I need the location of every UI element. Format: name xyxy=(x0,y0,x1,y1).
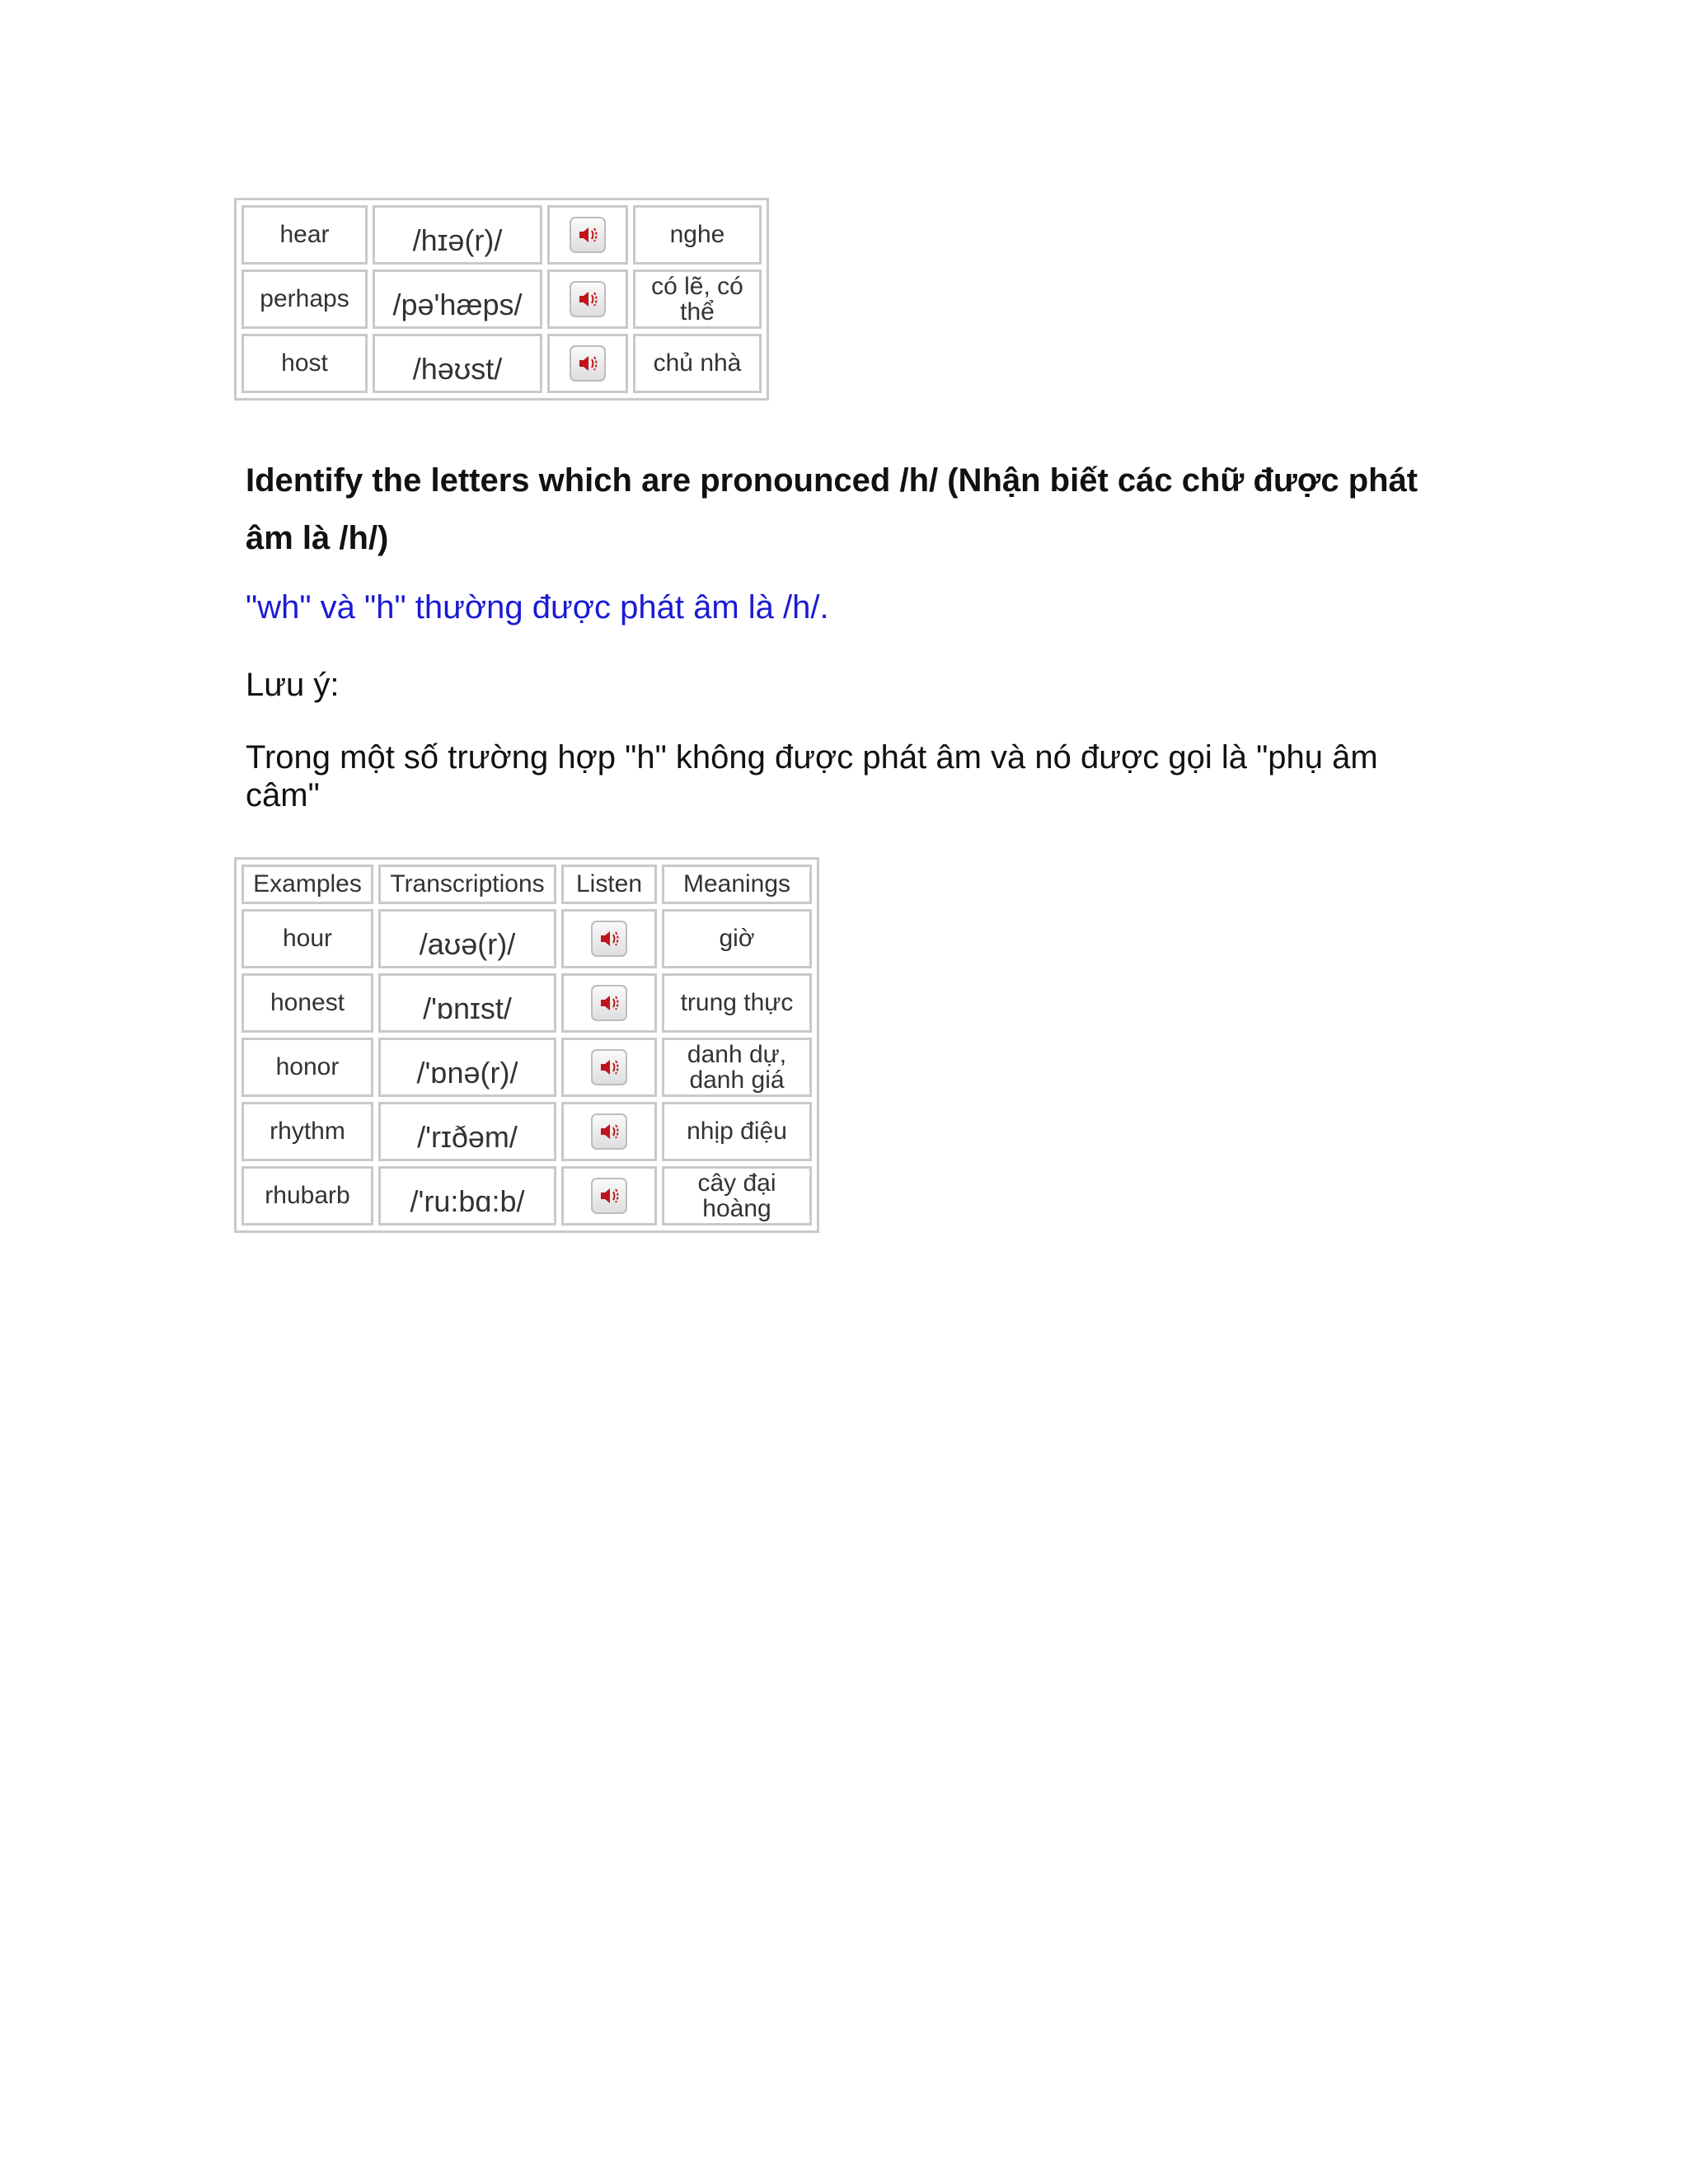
listen-cell xyxy=(547,269,628,329)
note-label: Lưu ý: xyxy=(246,667,340,703)
section-heading: Identify the letters which are pronounced /h/ (Nhận biết các chữ được phát âm là /h/) xyxy=(246,462,1418,556)
example-word: host xyxy=(241,334,368,393)
example-word: honest xyxy=(241,973,373,1033)
listen-cell xyxy=(547,205,628,265)
table-row xyxy=(241,269,762,329)
meaning: chủ nhà xyxy=(633,334,762,393)
listen-cell xyxy=(561,1038,657,1097)
transcription: /pə'hæps/ xyxy=(373,269,542,329)
example-word: rhubarb xyxy=(241,1166,373,1226)
meaning: cây đại hoàng xyxy=(662,1166,812,1226)
header-examples: Examples xyxy=(241,865,373,904)
table-row xyxy=(241,1166,812,1226)
header-listen: Listen xyxy=(561,865,657,904)
example-word: honor xyxy=(241,1038,373,1097)
table-row xyxy=(241,973,812,1033)
listen-cell xyxy=(547,334,628,393)
listen-button[interactable] xyxy=(591,921,627,957)
listen-cell xyxy=(561,909,657,968)
meaning: danh dự, danh giá xyxy=(662,1038,812,1097)
speaker-icon xyxy=(577,225,600,245)
listen-cell xyxy=(561,1102,657,1161)
listen-button[interactable] xyxy=(591,1178,627,1214)
speaker-icon xyxy=(598,1122,621,1141)
pronunciation-rule: "wh" và "h" thường được phát âm là /h/. xyxy=(246,589,829,626)
table-row xyxy=(241,334,762,393)
speaker-icon xyxy=(598,1057,621,1077)
speaker-icon xyxy=(598,1186,621,1206)
header-transcriptions: Transcriptions xyxy=(378,865,556,904)
listen-button[interactable] xyxy=(570,281,606,317)
meaning: có lẽ, có thể xyxy=(633,269,762,329)
transcription: /həʊst/ xyxy=(373,334,542,393)
example-word: perhaps xyxy=(241,269,368,329)
transcription: /'ɒnɪst/ xyxy=(378,973,556,1033)
header-meanings: Meanings xyxy=(662,865,812,904)
speaker-icon xyxy=(598,993,621,1013)
listen-button[interactable] xyxy=(591,1049,627,1085)
listen-button[interactable] xyxy=(591,985,627,1021)
example-word: hear xyxy=(241,205,368,265)
listen-cell xyxy=(561,1166,657,1226)
listen-cell xyxy=(561,973,657,1033)
transcription: /'rɪðəm/ xyxy=(378,1102,556,1161)
transcription: /'ɒnə(r)/ xyxy=(378,1038,556,1097)
listen-button[interactable] xyxy=(570,345,606,382)
speaker-icon xyxy=(577,289,600,309)
table-header-row xyxy=(241,865,812,904)
vocab-table-silent-h xyxy=(234,857,819,1233)
example-word: rhythm xyxy=(241,1102,373,1161)
meaning: trung thực xyxy=(662,973,812,1033)
vocab-table-top xyxy=(234,198,769,401)
table-row xyxy=(241,1102,812,1161)
meaning: nghe xyxy=(633,205,762,265)
speaker-icon xyxy=(577,354,600,373)
transcription: /'ru:bɑ:b/ xyxy=(378,1166,556,1226)
meaning: giờ xyxy=(662,909,812,968)
meaning: nhịp điệu xyxy=(662,1102,812,1161)
transcription: /hɪə(r)/ xyxy=(373,205,542,265)
table-row xyxy=(241,909,812,968)
note-body: Trong một số trường hợp "h" không được phát âm và nó được gọi là "phụ âm câm" xyxy=(246,739,1378,813)
table-row xyxy=(241,1038,812,1097)
table-row xyxy=(241,205,762,265)
listen-button[interactable] xyxy=(570,217,606,253)
example-word: hour xyxy=(241,909,373,968)
transcription: /aʊə(r)/ xyxy=(378,909,556,968)
speaker-icon xyxy=(598,929,621,949)
listen-button[interactable] xyxy=(591,1113,627,1150)
